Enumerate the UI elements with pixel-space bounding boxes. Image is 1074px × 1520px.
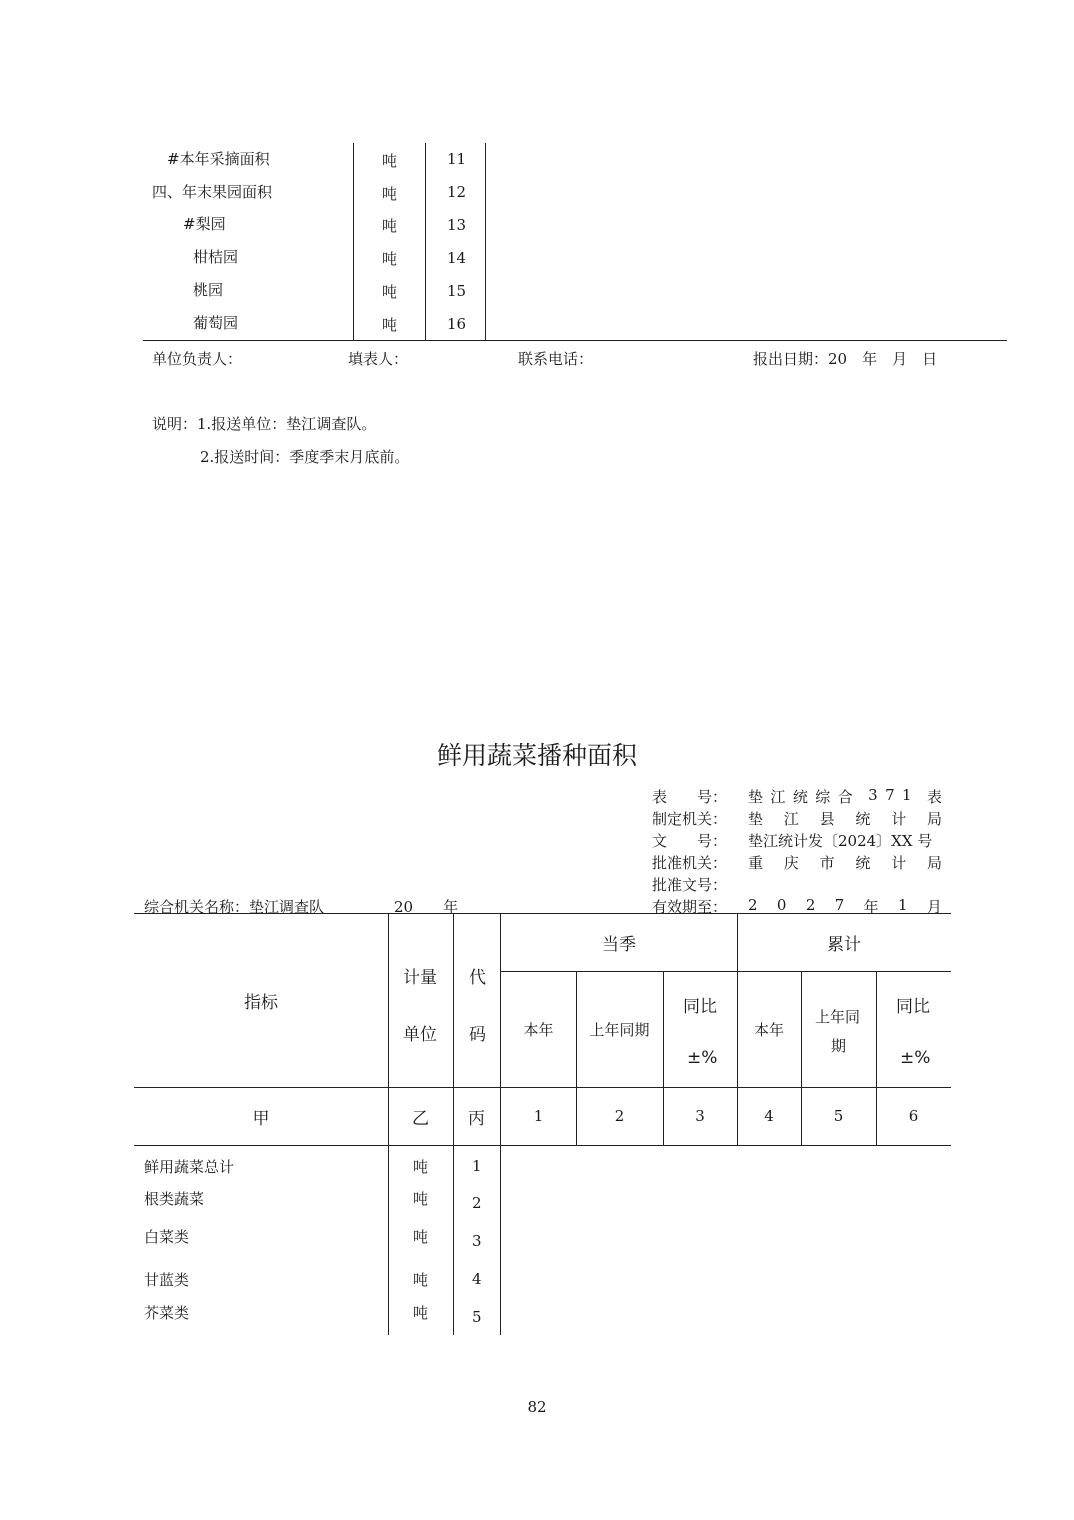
index-cell: 5: [833, 1107, 844, 1125]
top-table-bottom-rule: [143, 340, 1007, 341]
meta-key: 文 号：: [652, 832, 728, 850]
top-row-label: #本年采摘面积: [167, 150, 270, 168]
form-title: 鲜用蔬菜播种面积: [436, 741, 637, 770]
meta-value: 1: [902, 786, 912, 804]
meta-value: 综: [815, 788, 831, 806]
meta-value: 局: [926, 810, 942, 828]
row-unit: 吨: [413, 1228, 429, 1246]
top-row-code: 15: [447, 282, 467, 300]
meta-value: 0: [776, 896, 787, 914]
meta-value: 表: [926, 788, 942, 806]
meta-value: 合: [837, 788, 853, 806]
index-cell: 丙: [468, 1108, 485, 1129]
meta-value: 统: [792, 788, 808, 806]
index-cell: 乙: [412, 1108, 429, 1129]
meta-value: 7: [834, 896, 845, 914]
top-row-label: #梨园: [183, 215, 226, 233]
row-label: 根类蔬菜: [144, 1190, 205, 1208]
meta-value: 垫: [748, 788, 764, 806]
meta-value: 县: [819, 810, 835, 828]
header-cumulative-this-year: 本年: [753, 1020, 784, 1039]
header-quarter-last-year: 上年同期: [589, 1020, 650, 1039]
row-unit: 吨: [413, 1190, 429, 1208]
top-row-unit: 吨: [382, 250, 398, 268]
header-quarter-this-year: 本年: [523, 1020, 554, 1039]
top-table-divider: [425, 143, 426, 340]
note-line-2: 2.报送时间：季度季末月底前。: [200, 448, 410, 466]
meta-value: 计: [891, 854, 907, 872]
phone-label: 联系电话：: [518, 350, 594, 368]
meta-key: 制定机关：: [652, 810, 728, 828]
top-row-code: 12: [447, 183, 467, 201]
top-row-unit: 吨: [382, 316, 398, 334]
top-row-code: 14: [447, 249, 467, 267]
header-quarter-yoy-line1: 同比: [683, 997, 717, 1017]
filler-label: 填表人：: [348, 350, 409, 368]
header-unit-line1: 计量: [403, 968, 437, 988]
meta-value: 重: [748, 854, 764, 872]
meta-approval-number: [652, 874, 942, 896]
meta-key: 表 号：: [652, 788, 728, 806]
meta-document-number: [652, 830, 942, 852]
row-code: 5: [472, 1308, 482, 1326]
top-table-divider: [353, 143, 354, 340]
header-cumulative-yoy-line1: 同比: [896, 997, 930, 1017]
index-cell: 3: [695, 1107, 705, 1125]
meta-value: 年: [863, 898, 879, 916]
meta-key: 批准文号：: [652, 876, 728, 894]
note-line-1: 说明：1.报送单位：垫江调查队。: [152, 415, 377, 433]
top-row-code: 11: [447, 150, 467, 168]
meta-key: 批准机关：: [652, 854, 728, 872]
top-table-divider: [485, 143, 486, 340]
meta-value: 江: [770, 788, 786, 806]
index-cell: 6: [908, 1107, 919, 1125]
row-label: 芥菜类: [144, 1304, 190, 1322]
meta-value: 1: [898, 896, 908, 914]
meta-form-number: [652, 786, 942, 808]
row-code: 3: [472, 1232, 482, 1250]
meta-value: 垫: [748, 810, 764, 828]
meta-value: 统: [855, 854, 871, 872]
row-code: 1: [472, 1157, 482, 1175]
page-number: 82: [527, 1398, 547, 1416]
top-row-unit: 吨: [382, 185, 398, 203]
meta-value: 3: [868, 786, 878, 804]
meta-value: 统: [855, 810, 871, 828]
top-row-unit: 吨: [382, 283, 398, 301]
top-row-code: 16: [447, 315, 467, 333]
org-name: 综合机关名称：垫江调查队: [144, 898, 325, 916]
row-unit: 吨: [413, 1304, 429, 1322]
meta-issuing-authority: [652, 808, 942, 830]
meta-value: 2: [805, 896, 816, 914]
header-quarter: 当季: [602, 934, 636, 955]
top-row-label: 四、年末果园面积: [152, 183, 273, 201]
index-cell: 甲: [252, 1108, 270, 1129]
top-row-label: 柑桔园: [193, 248, 239, 266]
header-cumulative-yoy-line2: ±%: [900, 1048, 931, 1068]
header-cumulative: 累计: [827, 934, 861, 955]
meta-value: 市: [819, 854, 835, 872]
header-unit-line2: 单位: [403, 1025, 437, 1045]
top-row-label: 桃园: [193, 281, 224, 299]
row-label: 白菜类: [144, 1228, 190, 1246]
index-cell: 4: [764, 1107, 774, 1125]
index-cell: 2: [614, 1107, 625, 1125]
header-cumulative-last-year-line2: 期: [831, 1037, 847, 1055]
header-code-line1: 代: [469, 968, 486, 988]
table-index-bottom-rule: [134, 1145, 951, 1146]
top-row-unit: 吨: [382, 152, 398, 170]
row-label: 鲜用蔬菜总计: [144, 1158, 235, 1176]
header-quarter-yoy-line2: ±%: [687, 1048, 718, 1068]
top-row-code: 13: [447, 216, 467, 234]
meta-value: 江: [783, 810, 799, 828]
meta-value: 计: [891, 810, 907, 828]
row-code: 4: [472, 1270, 482, 1288]
meta-value: 7: [885, 786, 895, 804]
meta-value: 庆: [783, 854, 799, 872]
header-code-line2: 码: [469, 1025, 486, 1045]
report-date-label: 报出日期：20 年 月 日: [753, 350, 938, 368]
meta-value: 垫江统计发〔2024〕XX 号: [748, 832, 933, 850]
row-label: 甘蓝类: [144, 1271, 190, 1289]
meta-key: 有效期至：: [652, 898, 728, 916]
index-cell: 1: [533, 1107, 544, 1125]
header-indicator: 指标: [244, 992, 278, 1013]
meta-value: 2: [748, 896, 758, 914]
header-cumulative-last-year-line1: 上年同: [815, 1008, 861, 1026]
row-unit: 吨: [413, 1271, 429, 1289]
meta-value: 月: [926, 898, 942, 916]
top-row-unit: 吨: [382, 217, 398, 235]
unit-head-label: 单位负责人：: [152, 350, 243, 368]
meta-approving-authority: [652, 852, 942, 874]
row-unit: 吨: [413, 1158, 429, 1176]
report-year: 20 年: [394, 898, 459, 916]
top-row-label: 葡萄园: [193, 314, 239, 332]
meta-value: 局: [926, 854, 942, 872]
row-code: 2: [472, 1194, 482, 1212]
